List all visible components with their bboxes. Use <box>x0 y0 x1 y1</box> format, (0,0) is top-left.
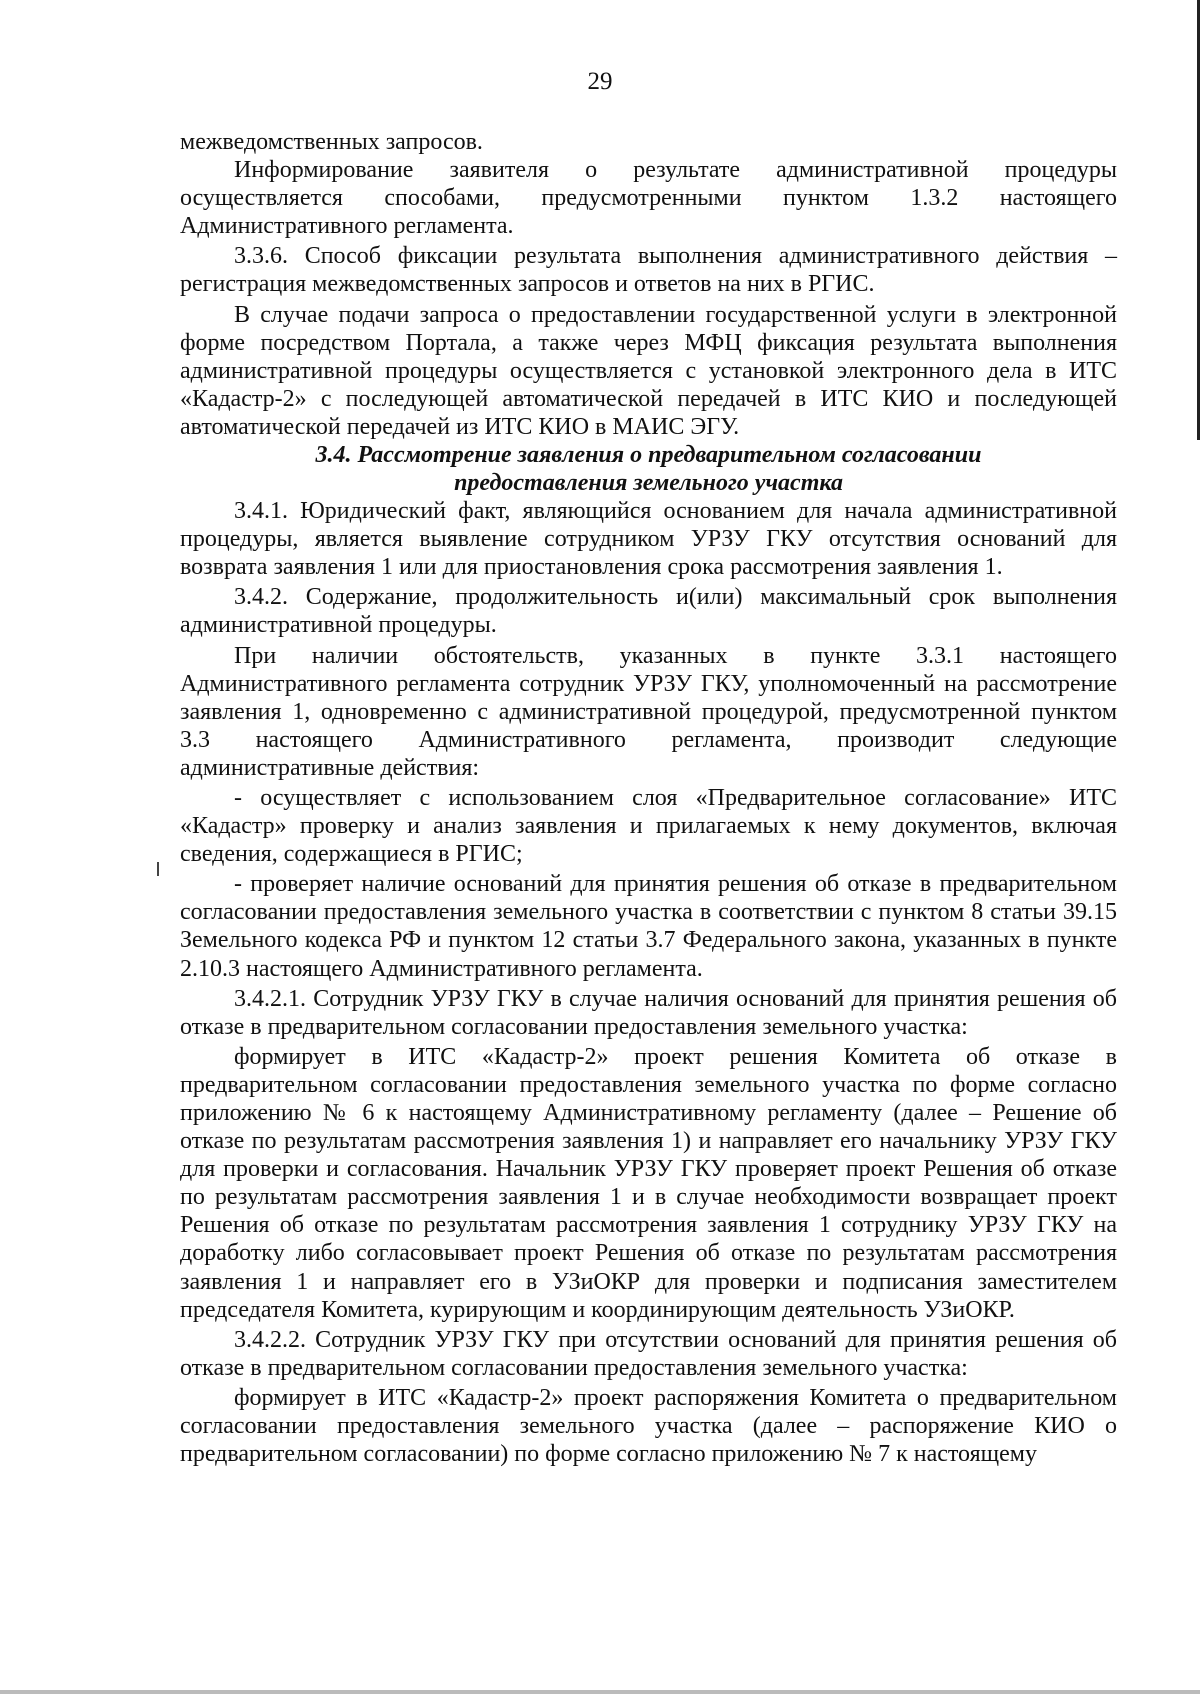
paragraph: При наличии обстоятельств, указанных в пункте 3.3.1 настоящего Административного регламента сотрудник УРЗУ ГКУ, уполномоченный на рассмотрение заявления 1, одновременно с административной процедурой, предусмотренной пунктом 3.3 настоящего Административного регламента, производит следующие административные действия: <box>180 642 1117 781</box>
paragraph: 3.3.6. Способ фиксации результата выполнения административного действия – регистрация межведомственных запросов и ответов на них в РГИС. <box>180 243 1117 298</box>
section-heading <box>180 441 1117 497</box>
paragraph: 3.4.1. Юридический факт, являющийся основанием для начала административной процедуры, является выявление сотрудником УРЗУ ГКУ отсутствия оснований для возврата заявления 1 или для приостановления срока рассмотрения заявления 1. <box>180 498 1117 581</box>
section-heading-line: 3.4. Рассмотрение заявления о предварительном согласовании <box>315 442 982 469</box>
paragraph: В случае подачи запроса о предоставлении государственной услуги в электронной форме посредством Портала, а также через МФЦ фиксация результата выполнения административной процедуры осуществляется с установкой электронного дела в ИТС «Кадастр-2» с последующей автоматической передачей в ИТС КИО и последующей автоматической передачей из ИТС КИО в МАИС ЭГУ. <box>180 301 1117 440</box>
margin-mark <box>157 862 159 876</box>
paragraph: межведомственных запросов. <box>180 129 483 155</box>
paragraph: 3.4.2.2. Сотрудник УРЗУ ГКУ при отсутствии оснований для принятия решения об отказе в предварительном согласовании предоставления земельного участка: <box>180 1326 1117 1381</box>
scan-edge-bottom <box>0 1690 1200 1694</box>
paragraph: Информирование заявителя о результате административной процедуры осуществляется способами, предусмотренными пунктом 1.3.2 настоящего Административного регламента. <box>180 157 1117 240</box>
paragraph: 3.4.2.1. Сотрудник УРЗУ ГКУ в случае наличия оснований для принятия решения об отказе в предварительном согласовании предоставления земельного участка: <box>180 985 1117 1040</box>
list-item: - проверяет наличие оснований для принятия решения об отказе в предварительном согласовании предоставления земельного участка в соответствии с пунктом 8 статьи 39.15 Земельного кодекса РФ и пунктом 12 статьи 3.7 Федерального закона, указанных в пункте 2.10.3 настоящего Административного регламента. <box>180 871 1117 982</box>
list-item: - осуществляет с использованием слоя «Предварительное согласование» ИТС «Кадастр» проверку и анализ заявления и прилагаемых к нему документов, включая сведения, содержащиеся в РГИС; <box>180 784 1117 868</box>
page-number: 29 <box>587 68 613 95</box>
paragraph: 3.4.2. Содержание, продолжительность и(или) максимальный срок выполнения административной процедуры. <box>180 584 1117 639</box>
section-heading-line: предоставления земельного участка <box>454 470 843 497</box>
paragraph: формирует в ИТС «Кадастр-2» проект распоряжения Комитета о предварительном согласовании предоставления земельного участка (далее – распоряжение КИО о предварительном согласовании) по форме согласно приложению № 7 к настоящему <box>180 1384 1117 1468</box>
document-body <box>180 128 1117 1468</box>
paragraph: формирует в ИТС «Кадастр-2» проект решения Комитета об отказе в предварительном согласовании предоставления земельного участка по форме согласно приложению № 6 к настоящему Административному регламенту (далее – Решение об отказе по результатам рассмотрения заявления 1) и направляет его начальнику УРЗУ ГКУ для проверки и согласования. Начальник УРЗУ ГКУ проверяет проект Решения об отказе по результатам рассмотрения заявления 1 и в случае необходимости возвращает проект Решения об отказе по результатам рассмотрения заявления 1 сотруднику УРЗУ ГКУ на доработку либо согласовывает проект Решения об отказе по результатам рассмотрения заявления 1 и направляет его в УЗиОКР для проверки и подписания заместителем председателя Комитета, курирующим и координирующим деятельность УЗиОКР. <box>180 1043 1117 1323</box>
